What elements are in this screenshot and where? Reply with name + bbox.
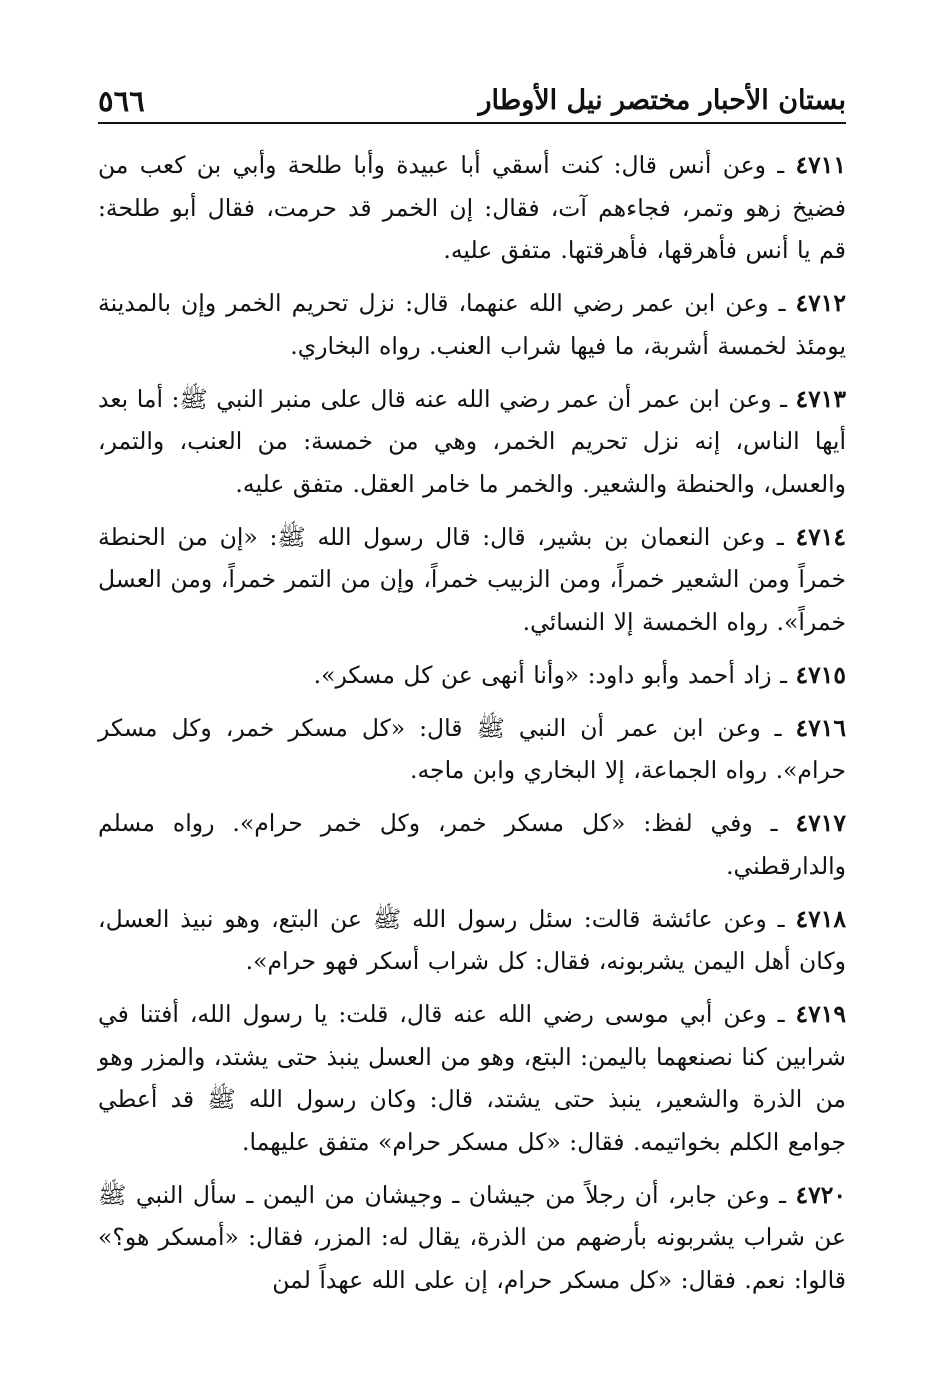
hadith-number: ٤٧٢٠ (795, 1180, 846, 1209)
hadith-number: ٤٧١٧ (795, 809, 846, 837)
hadith-entry-4719 (98, 993, 846, 1163)
hadith-text: ـ وعن النعمان بن بشير، قال: قال رسول الله ﷺ: «إن من الحنطة خمراً ومن الشعير خمراً، ومن الزبيب خمراً، وإن من التمر خمراً، ومن العسل خمراً». رواه الخمسة إلا النسائي. (98, 522, 846, 636)
hadith-number: ٤٧١٥ (795, 660, 846, 689)
hadith-list (98, 144, 846, 1301)
hadith-text: ـ وعن ابن عمر أن عمر رضي الله عنه قال على منبر النبي ﷺ: أما بعد أيها الناس، إنه نزل تحريم الخمر، وهي من خمسة: من العنب، والتمر، والعسل، والحنطة والشعير. والخمر ما خامر العقل. متفق عليه. (98, 384, 846, 498)
hadith-entry-4715 (98, 654, 846, 697)
hadith-entry-4717 (98, 802, 846, 887)
hadith-text: ـ وعن جابر، أن رجلاً من جيشان ـ وجيشان من اليمن ـ سأل النبي ﷺ عن شراب يشربونه بأرضهم من الذرة، يقال له: المزر، فقال: «أمسكر هو؟» قالوا: نعم. فقال: «كل مسكر حرام، إن على الله عهداً لمن (98, 1180, 846, 1294)
hadith-number: ٤٧١٣ (795, 384, 846, 413)
book-title: بستان الأحبار مختصر نيل الأوطار (478, 85, 846, 116)
hadith-entry-4713 (98, 378, 846, 506)
hadith-number: ٤٧١٢ (795, 289, 846, 317)
hadith-entry-4718 (98, 898, 846, 983)
hadith-entry-4720 (98, 1174, 846, 1302)
hadith-text: ـ زاد أحمد وأبو داود: «وأنا أنهى عن كل مسكر». (313, 660, 788, 689)
hadith-number: ٤٧١٩ (795, 1000, 846, 1028)
hadith-entry-4714 (98, 516, 846, 644)
hadith-entry-4716 (98, 707, 846, 792)
hadith-text: ـ وعن أبي موسى رضي الله عنه قال، قلت: يا رسول الله، أفتنا في شرابين كنا نصنعهما باليمن: البتع، وهو من العسل ينبذ حتى يشتد، والمزر وهو من الذرة والشعير، ينبذ حتى يشتد، قال: وكان رسول الله ﷺ قد أعطي جوامع الكلم بخواتيمه. فقال: «كل مسكر حرام» متفق عليهما. (98, 1000, 846, 1156)
hadith-number: ٤٧١١ (795, 151, 846, 179)
book-page (98, 78, 846, 1312)
hadith-number: ٤٧١٤ (795, 522, 846, 551)
hadith-number: ٤٧١٦ (795, 713, 846, 742)
running-header (98, 78, 846, 124)
hadith-text: ـ وعن أنس قال: كنت أسقي أبا عبيدة وأبا طلحة وأبي بن كعب من فضيخ زهو وتمر، فجاءهم آت، فقال: إن الخمر قد حرمت، فقال أبو طلحة: قم يا أنس فأهرقها، فأهرقتها. متفق عليه. (98, 151, 846, 264)
hadith-entry-4712 (98, 282, 846, 367)
page-number: ٥٦٦ (98, 84, 145, 118)
hadith-text: ـ وعن عائشة قالت: سئل رسول الله ﷺ عن البتع، وهو نبيذ العسل، وكان أهل اليمن يشربونه، فقال: كل شراب أسكر فهو حرام». (98, 904, 846, 975)
hadith-entry-4711 (98, 144, 846, 272)
hadith-number: ٤٧١٨ (795, 904, 846, 933)
hadith-text: ـ وعن ابن عمر أن النبي ﷺ قال: «كل مسكر خمر، وكل مسكر حرام». رواه الجماعة، إلا البخاري وابن ماجه. (98, 713, 846, 784)
hadith-text: ـ وفي لفظ: «كل مسكر خمر، وكل خمر حرام». رواه مسلم والدارقطني. (98, 809, 846, 880)
hadith-text: ـ وعن ابن عمر رضي الله عنهما، قال: نزل تحريم الخمر وإن بالمدينة يومئذ لخمسة أشربة، ما فيها شراب العنب. رواه البخاري. (98, 289, 846, 360)
